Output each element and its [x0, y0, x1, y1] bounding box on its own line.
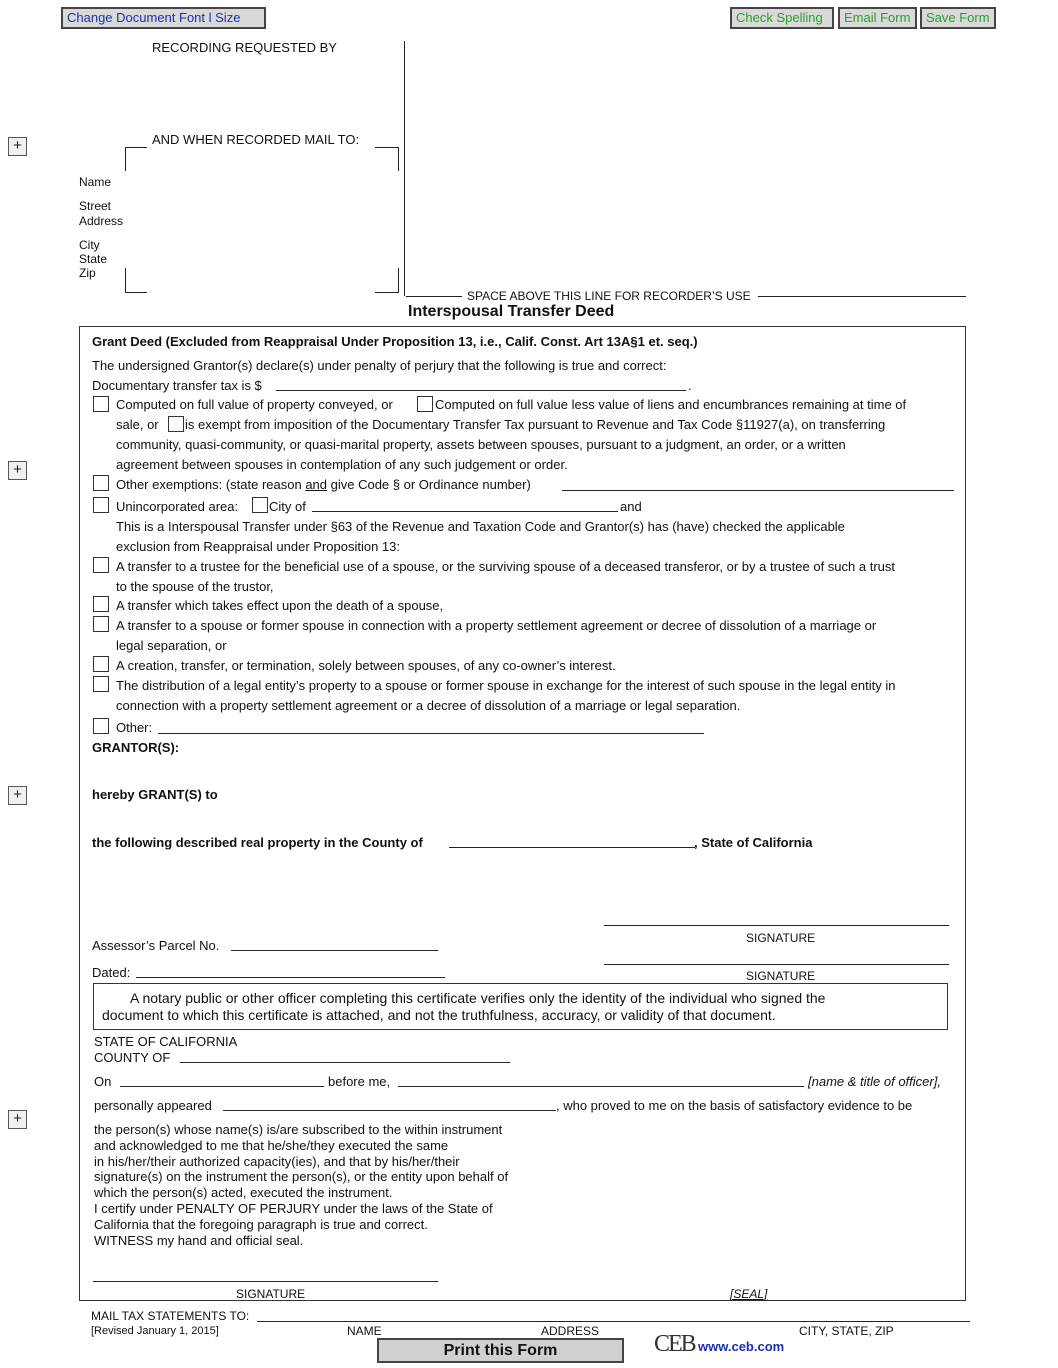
notary-notice-1: A notary public or other officer completing this certificate verifies only the identity of the individual who signed the	[130, 990, 826, 1006]
other-field[interactable]	[158, 733, 704, 734]
grant-heading: Grant Deed (Excluded from Reappraisal Under Proposition 13, i.e., Calif. Const. Art 13A§1 et. seq.)	[92, 334, 698, 349]
signature-line[interactable]	[604, 925, 949, 926]
notary-body-line: which the person(s) acted, executed the instrument.	[94, 1185, 393, 1201]
name-label: Name	[79, 175, 112, 189]
computed-less-label: Computed on full value less value of liens and encumbrances remaining at time of	[435, 397, 907, 412]
state-label: State	[79, 252, 108, 266]
interspousal-text-2: exclusion from Reappraisal under Proposition 13:	[116, 539, 400, 554]
bracket-corner	[125, 292, 147, 293]
when-recorded-label: AND WHEN RECORDED MAIL TO:	[152, 132, 360, 147]
doc-tax-label: Documentary transfer tax is $	[92, 378, 262, 393]
city-of-checkbox[interactable]	[252, 497, 268, 513]
bracket-corner	[398, 268, 399, 292]
opt-settlement-checkbox[interactable]	[93, 616, 109, 632]
computed-full-checkbox[interactable]	[93, 396, 109, 412]
notary-body-line: in his/her/their authorized capacity(ies), and that by his/her/their	[94, 1153, 460, 1169]
recorder-line	[406, 296, 462, 297]
bracket-corner	[398, 147, 399, 171]
who-proved-label: , who proved to me on the basis of satisfactory evidence to be	[556, 1098, 913, 1113]
on-label: On	[94, 1074, 112, 1089]
footer-city-state-zip-label: CITY, STATE, ZIP	[799, 1324, 894, 1338]
hereby-grant-label: hereby GRANT(S) to	[92, 787, 218, 802]
bracket-corner	[375, 292, 399, 293]
signature-label: SIGNATURE	[746, 931, 816, 945]
county-of-label: COUNTY OF	[94, 1050, 171, 1065]
print-form-button[interactable]: Print this Form	[377, 1338, 624, 1363]
interspousal-text-1: This is a Interspousal Transfer under §63 of the Revenue and Taxation Code and Grantor(s) has (have) checked the applicable	[116, 519, 845, 534]
notary-body-line: WITNESS my hand and official seal.	[94, 1232, 304, 1248]
county-of-field[interactable]	[180, 1062, 510, 1063]
opt-coowner-label: A creation, transfer, or termination, solely between spouses, of any co-owner’s interest.	[116, 658, 616, 673]
mail-tax-label: MAIL TAX STATEMENTS TO:	[91, 1309, 250, 1323]
exempt-label: is exempt from imposition of the Documentary Transfer Tax pursuant to Revenue and Tax Code §11927(a), on transferring	[185, 417, 886, 432]
expand-plus-icon[interactable]: +	[8, 137, 27, 156]
zip-label: Zip	[79, 266, 96, 280]
notary-body-line: I certify under PENALTY OF PERJURY under the laws of the State of	[94, 1200, 493, 1216]
community-text: community, quasi-community, or quasi-marital property, assets between spouses, pursuant to a judgment, an order, or a written	[116, 437, 846, 452]
opt-settlement-label: A transfer to a spouse or former spouse in connection with a property settlement agreement or decree of dissolution of a marriage or	[116, 618, 877, 633]
computed-full-label: Computed on full value of property conveyed, or	[116, 397, 393, 412]
expand-plus-icon[interactable]: +	[8, 461, 27, 480]
change-font-button[interactable]: Change Document Font l Size	[61, 7, 266, 29]
on-date-field[interactable]	[120, 1086, 324, 1087]
city-label: City	[79, 238, 100, 252]
space-above-label: SPACE ABOVE THIS LINE FOR RECORDER’S USE	[467, 289, 751, 303]
and-label: and	[620, 499, 642, 514]
agreement-text: agreement between spouses in contemplation of any such judgement or order.	[116, 457, 568, 472]
notary-body	[94, 1122, 508, 1248]
header-divider	[404, 41, 405, 296]
other-exemptions-field[interactable]	[562, 490, 954, 491]
city-of-label: City of	[269, 499, 306, 514]
computed-less-checkbox[interactable]	[417, 396, 433, 412]
dated-field[interactable]	[136, 977, 445, 978]
notary-notice-2: document to which this certificate is attached, and not the truthfulness, accuracy, or validity of that document.	[102, 1007, 776, 1023]
opt-entity-label: The distribution of a legal entity’s property to a spouse or former spouse in exchange for the interest of such spouse in the legal entity in	[116, 678, 896, 693]
address-label: Address	[79, 214, 124, 228]
county-label: the following described real property in the County of	[92, 835, 423, 850]
notary-body-line: California that the foregoing paragraph is true and correct.	[94, 1216, 428, 1232]
ceb-logo: CEB	[654, 1331, 695, 1357]
footer-name-label: NAME	[347, 1324, 382, 1338]
check-spelling-button[interactable]: Check Spelling	[730, 7, 834, 29]
officer-field[interactable]	[398, 1086, 804, 1087]
declare-text: The undersigned Grantor(s) declare(s) under penalty of perjury that the following is true and correct:	[92, 358, 667, 373]
unincorporated-checkbox[interactable]	[93, 497, 109, 513]
unincorporated-label: Unincorporated area:	[116, 499, 239, 514]
save-form-button[interactable]: Save Form	[920, 7, 996, 29]
personally-appeared-field[interactable]	[223, 1110, 556, 1111]
notary-body-line: and acknowledged to me that he/she/they executed the same	[94, 1137, 449, 1153]
notary-body-line: the person(s) whose name(s) is/are subscribed to the within instrument	[94, 1122, 503, 1137]
opt-coowner-checkbox[interactable]	[93, 656, 109, 672]
county-field[interactable]	[449, 847, 695, 848]
expand-plus-icon[interactable]: +	[8, 786, 27, 805]
opt-death-checkbox[interactable]	[93, 596, 109, 612]
mail-tax-field[interactable]	[257, 1321, 970, 1322]
recording-requested-by: RECORDING REQUESTED BY	[152, 40, 337, 55]
dated-label: Dated:	[92, 965, 131, 980]
other-exemptions-checkbox[interactable]	[93, 475, 109, 491]
seal-label: [SEAL]	[730, 1287, 768, 1301]
exempt-checkbox[interactable]	[168, 416, 184, 432]
grantors-label: GRANTOR(S):	[92, 740, 180, 755]
opt-entity-checkbox[interactable]	[93, 676, 109, 692]
bracket-corner	[125, 147, 147, 148]
email-form-button[interactable]: Email Form	[838, 7, 917, 29]
expand-plus-icon[interactable]: +	[8, 1110, 27, 1129]
opt-trustee-label-2: to the spouse of the trustor,	[116, 579, 274, 594]
assessor-field[interactable]	[231, 950, 438, 951]
opt-entity-label-2: connection with a property settlement agreement or a decree of dissolution of a marriage or legal separation.	[116, 698, 741, 713]
name-title-label: [name & title of officer],	[808, 1074, 941, 1089]
notary-body-line: signature(s) on the instrument the person(s), or the entity upon behalf of	[94, 1169, 509, 1185]
opt-death-label: A transfer which takes effect upon the death of a spouse,	[116, 598, 444, 613]
recorder-line	[758, 296, 966, 297]
sale-or-label: sale, or	[116, 417, 159, 432]
assessor-label: Assessor’s Parcel No.	[92, 938, 220, 953]
other-exemptions-label: Other exemptions: (state reason and give Code § or Ordinance number)	[116, 477, 531, 492]
notary-signature-line[interactable]	[93, 1281, 438, 1282]
doc-tax-end: .	[688, 378, 692, 393]
opt-other-label: Other:	[116, 720, 153, 735]
before-me-label: before me,	[328, 1074, 391, 1089]
bracket-corner	[375, 147, 399, 148]
page-title: Interspousal Transfer Deed	[408, 303, 615, 320]
opt-trustee-checkbox[interactable]	[93, 557, 109, 573]
street-label: Street	[79, 199, 112, 213]
personally-appeared-label: personally appeared	[94, 1098, 212, 1113]
doc-tax-field[interactable]	[276, 390, 686, 391]
opt-other-checkbox[interactable]	[93, 718, 109, 734]
opt-trustee-label: A transfer to a trustee for the beneficial use of a spouse, or the surviving spouse of a deceased transferor, or by a trustee of such a trust	[116, 559, 895, 574]
footer-address-label: ADDRESS	[541, 1324, 600, 1338]
opt-settlement-label-2: legal separation, or	[116, 638, 227, 653]
bracket-corner	[125, 147, 126, 171]
city-of-field[interactable]	[312, 511, 618, 512]
revised-label: [Revised January 1, 2015]	[91, 1325, 219, 1337]
state-of-california-label: , State of California	[694, 835, 813, 850]
signature-line[interactable]	[604, 964, 949, 965]
bracket-corner	[125, 268, 126, 292]
ceb-link[interactable]: www.ceb.com	[698, 1339, 785, 1354]
notary-signature-label: SIGNATURE	[236, 1287, 306, 1301]
signature-label: SIGNATURE	[746, 969, 816, 983]
state-of-california: STATE OF CALIFORNIA	[94, 1034, 238, 1049]
